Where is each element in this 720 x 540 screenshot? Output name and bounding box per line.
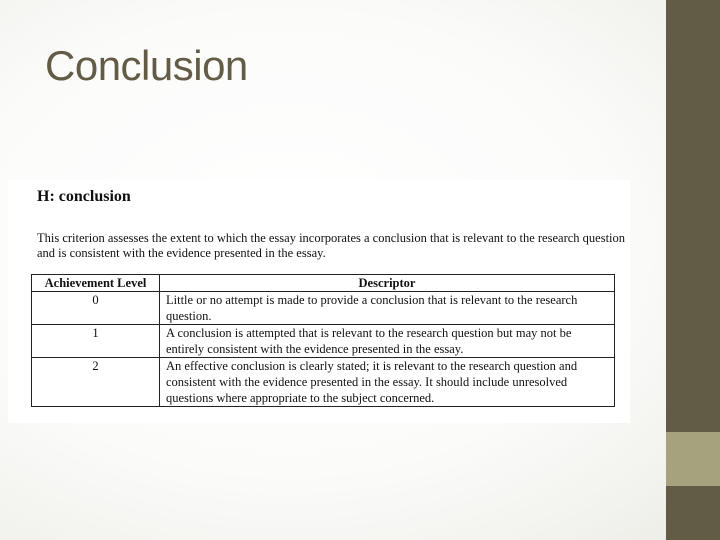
sidebar-accent-block [666,432,720,486]
descriptor-cell: Little or no attempt is made to provide a conclusion that is relevant to the research question. [160,292,615,325]
descriptor-cell: An effective conclusion is clearly stated; it is relevant to the research question and consistent with the evidence presented in the essay. It should include unresolved questions where appropriate to the subject concerned. [160,358,615,407]
level-cell: 0 [32,292,160,325]
descriptor-cell: A conclusion is attempted that is relevant to the research question but may not be entirely consistent with the evidence presented in the essay. [160,325,615,358]
document-intro: This criterion assesses the extent to which the essay incorporates a conclusion that is relevant to the research question and is consistent with the evidence presented in the essay. [37,231,626,260]
level-cell: 2 [32,358,160,407]
table-row [32,358,615,407]
table-row [32,292,615,325]
table-row [32,325,615,358]
document-heading: H: conclusion [37,188,131,205]
document-image [8,180,630,423]
table-header-row [32,275,615,292]
criteria-table [31,274,615,407]
header-descriptor: Descriptor [160,275,615,292]
slide-title: Conclusion [45,42,248,89]
level-cell: 1 [32,325,160,358]
header-achievement-level: Achievement Level [32,275,160,292]
